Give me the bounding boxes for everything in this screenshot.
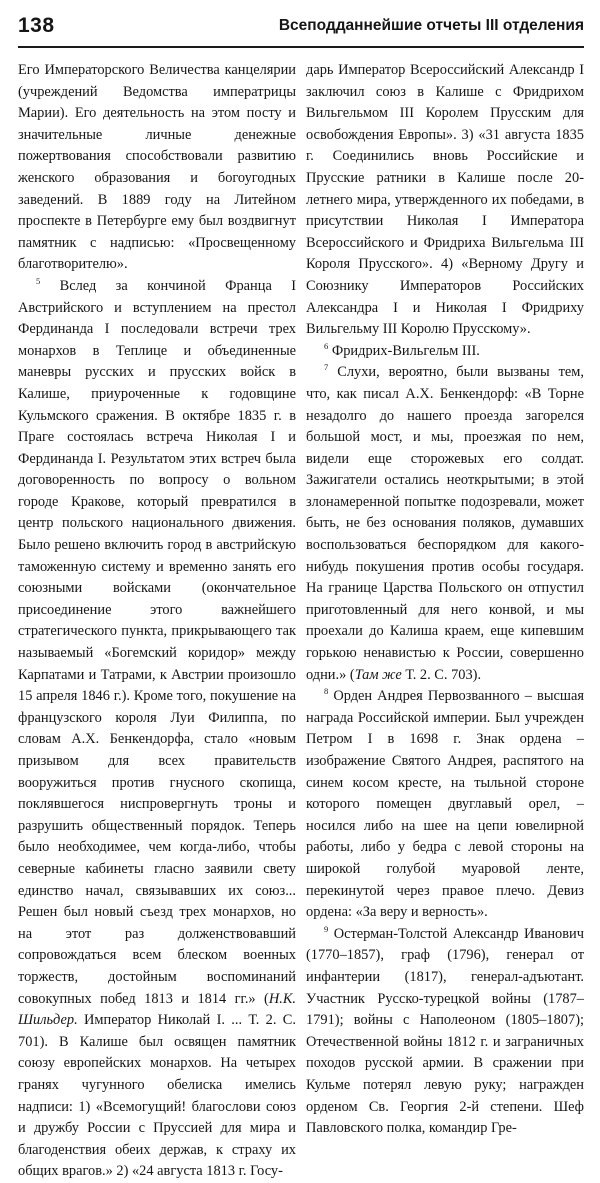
footnote-5-text-cont: Император Николай I. ... Т. 2. С. 701). В Калише был освящен памятник союзу европейских монархов. На четырех гранях чугунного обелиска имелись надписи: 1) «Всемогущий! благослови союз и дружбу России с Пруссией для мира и благоденствия обеих держав, к страху их общих врагов.» 2) «24 августа 1813 г. Госу- <box>18 1012 296 1180</box>
footnote-5-citation: Н.К. Шильдер. <box>18 990 296 1029</box>
text-columns <box>18 60 584 1180</box>
page-number: 138 <box>18 14 55 37</box>
header-rule <box>18 46 584 48</box>
footnote-7-text-cont: Т. 2. С. 703). <box>401 666 482 683</box>
footnote-7 <box>306 362 584 686</box>
footnote-5-marker: 5 <box>36 275 41 286</box>
footnote-9 <box>306 924 584 1140</box>
running-title: Всеподданнейшие отчеты III отделения <box>278 17 584 34</box>
footnote-6-text: Фридрих-Вильгельм III. <box>331 342 480 359</box>
footnote-8-text: Орден Андрея Первозванного – высшая награда Российской империи. Был учрежден Петром I в 1698 г. Знак ордена – изображение Святого Андрея, распятого на синем косом кресте, на тыльной стороне которого помещен двуглавый орел, – носился либо на шее на цепи ювелирной работы, либо у бедра с левой стороны на широкой голубой муаровой ленте, перекинутой через правое плечо. Девиз ордена: «За веру и верность». <box>306 688 584 921</box>
footnote-6 <box>306 341 584 363</box>
footnote-7-text: Слухи, вероятно, были вызваны тем, что, как писал А.Х. Бенкендорф: «В Торне незадолго до нашего проезда загорелся большой мост, и мы, проезжая по нем, видели еще сторожевых его солдат. Зажигатели остались неоткрытыми; в этой злонамеренной попытке подозревали, может быть, не без основания поляков, думавших воспользоваться беспорядком для какого-нибудь покушения против особы государя. На границе Царства Польского он отпустил приготовленный для него конвой, и мы проехали до Калиша краем, еще кипевшим горькою ненавистью к России, совершенно одни.» ( <box>306 364 584 683</box>
footnote-5-text: Вслед за кончиной Франца I Австрийского и вступлением на престол Фердинанда I последовали встречи трех монархов в Теплице и объединенные маневры русских и прусских войск в Калише, приуроченные к годовщине Кульмского сражения. В октябре 1835 г. в Праге состоялась встреча Николая I и Фердинанда I. Результатом этих встреч была договоренность по вопросу о вольном городе Кракове, который превратился в центр польского национального движения. Было решено включить город в австрийскую таможенную систему и временно занять его союзными войсками (окончательное присоединение этого важнейшего стратегического пункта, прикрывающего так называемый «Богемский коридор» между Карпатами и Татрами, к Австрии произошло 15 апреля 1846 г.). Кроме того, покушение на французского короля Луи Филиппа, по словам А.Х. Бенкендорфа, стало «новым призывом для всех правительств вооружиться против гнусного скопища, поклявшегося ниспровергнуть троны и разрушить общественный порядок. Теперь было необходимее, чем когда-либо, чтобы северные кабинеты гласно заявили свету единство начал, связывавших их союз... Решен был новый съезд трех монархов, но на этот раз долженствовавший сопровождаться всем блеском военных торжеств, достойным воспоминаний совокупных побед 1813 и 1814 гг.» ( <box>18 277 296 1007</box>
page-header <box>18 8 584 50</box>
footnote-8-marker: 8 <box>324 686 329 697</box>
footnote-5 <box>18 276 296 1183</box>
footnote-9-marker: 9 <box>324 923 329 934</box>
right-column <box>306 60 584 1140</box>
left-column <box>18 60 296 1183</box>
footnote-9-text: Остерман-Толстой Александр Иванович (1770–1857), граф (1796), генерал от инфантерии (1817), генерал-адъютант. Участник Русско-турецкой войны (1787–1791); войны с Наполеоном (1805–1807); Отечественной войны 1812 г. и заграничных походов русской армии. В сражении при Кульме потерял левую руку; награжден орденом Св. Георгия 2-й степени. Шеф Павловского полка, командир Гре- <box>306 925 584 1137</box>
footnote-7-marker: 7 <box>324 362 329 373</box>
paragraph-continued: Его Императорского Величества канцелярии (учреждений Ведомства императрицы Марии). Его деятельность на этом посту и значительные личные денежные пожертвования способствовали развитию женского образования и богоугодных заведений. В 1889 году на Литейном проспекте в Петербурге ему был воздвигнут памятник с надписью: «Просвещенному благотворителю». <box>18 62 296 273</box>
footnote-8 <box>306 686 584 924</box>
footnote-6-marker: 6 <box>324 340 329 351</box>
footnote-7-citation: Там же <box>354 666 402 683</box>
footnote-5-continued: дарь Император Всероссийский Александр I заключил союз в Калише с Фридрихом Вильгельмом III Королем Прусским для освобождения Европы». 3) «31 августа 1835 г. Соединились вновь Российские и Прусские ратники в Калише после 20-летнего мира, утвержденного их победами, в присутствии Николая I Императора Всероссийского и Фридриха Вильгельма III Короля Прусского». 4) «Верному Другу и Союзнику Императоров Российских Александра I и Николая I Фридриху Вильгельму III Королю Прусскому». <box>306 62 584 338</box>
